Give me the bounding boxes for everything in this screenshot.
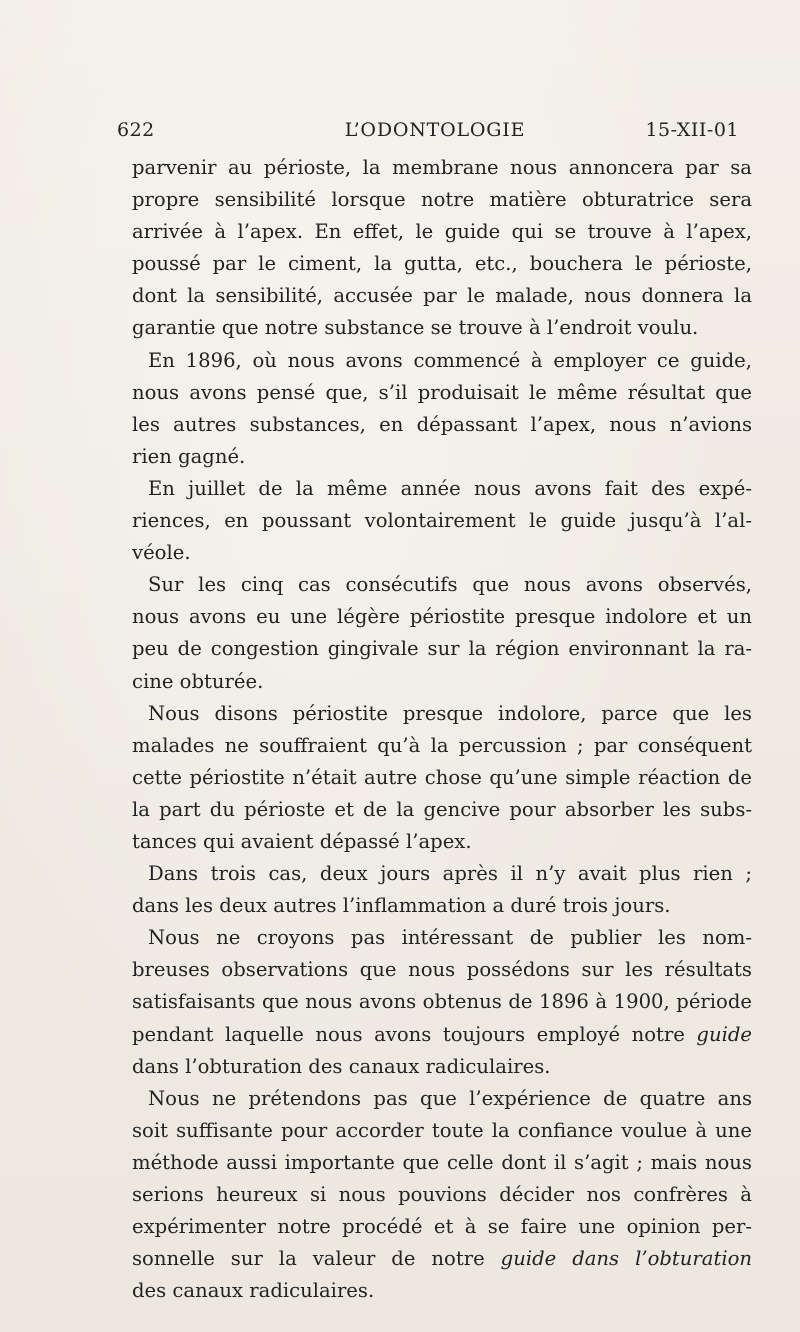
page-number: 622 <box>117 119 155 141</box>
issue-date: 15-XII-01 <box>645 119 739 141</box>
text-line: malades ne souffraient qu’à la percussion ; par conséquent <box>132 733 752 757</box>
text-line: dans les deux autres l’inflammation a duré trois jours. <box>132 894 671 918</box>
text-line: dont la sensibilité, accusée par le malade, nous donnera la <box>132 284 752 308</box>
text-line-italic: des canaux radiculaires. <box>132 1279 375 1303</box>
running-header <box>117 119 739 145</box>
article-body <box>132 152 752 1307</box>
text-line: poussé par le ciment, la gutta, etc., bouchera le périoste, <box>132 252 752 276</box>
text-line: les autres substances, en dépassant l’apex, nous n’avions <box>132 412 752 436</box>
text-line: breuses observations que nous possédons sur les résultats <box>132 958 752 982</box>
text-line: cette périostite n’était autre chose qu’une simple réaction de <box>132 765 752 789</box>
text-span: pendant laquelle nous avons toujours employé notre <box>132 1022 685 1046</box>
text-line-italic: dans l’obturation des canaux radiculaires. <box>132 1054 551 1078</box>
text-line: serions heureux si nous pouvions décider nos confrères à <box>132 1183 752 1206</box>
text-line: la part du périoste et de la gencive pour absorber les subs- <box>132 797 752 821</box>
text-line: Dans trois cas, deux jours après il n’y avait plus rien ; <box>148 862 752 886</box>
text-line: arrivée à l’apex. En effet, le guide qui se trouve à l’apex, <box>132 220 752 244</box>
journal-title: L’ODONTOLOGIE <box>344 119 526 141</box>
text-line-mixed <box>132 1243 752 1275</box>
text-line: En juillet de la même année nous avons fait des expé- <box>148 476 752 500</box>
text-line: tances qui avaient dépassé l’apex. <box>132 829 472 853</box>
text-line: parvenir au périoste, la membrane nous annoncera par sa <box>132 156 752 179</box>
text-line: En 1896, où nous avons commencé à employer ce guide, <box>148 348 752 372</box>
text-line: riences, en poussant volontairement le guide jusqu’à l’al- <box>132 509 752 533</box>
text-line: garantie que notre substance se trouve à l’endroit voulu. <box>132 316 699 340</box>
text-line: Nous disons périostite presque indolore, parce que les <box>148 701 752 725</box>
italic-span: guide dans l’obturation <box>500 1247 752 1271</box>
italic-span: guide <box>696 1022 752 1046</box>
text-line: propre sensibilité lorsque notre matière obturatrice sera <box>132 188 752 212</box>
text-line: satisfaisants que nous avons obtenus de 1896 à 1900, période <box>132 990 752 1014</box>
text-line: Nous ne croyons pas intéressant de publier les nom- <box>148 926 752 950</box>
text-line: Nous ne prétendons pas que l’expérience de quatre ans <box>148 1086 752 1110</box>
text-line: expérimenter notre procédé et à se faire une opinion per- <box>132 1215 752 1239</box>
text-line: nous avons eu une légère périostite presque indolore et un <box>132 605 752 629</box>
text-span: sonnelle sur la valeur de notre <box>132 1247 485 1271</box>
text-line: véole. <box>132 541 191 565</box>
text-line-mixed <box>132 1019 752 1051</box>
text-line: rien gagné. <box>132 444 246 468</box>
text-line: méthode aussi importante que celle dont il s’agit ; mais nous <box>132 1150 752 1174</box>
text-line: soit suffisante pour accorder toute la confiance voulue à une <box>132 1118 752 1142</box>
text-line: peu de congestion gingivale sur la région environnant la ra- <box>132 637 752 661</box>
text-line: Sur les cinq cas consécutifs que nous avons observés, <box>148 573 752 597</box>
text-line: cine obturée. <box>132 669 264 693</box>
text-line: nous avons pensé que, s’il produisait le même résultat que <box>132 380 752 404</box>
